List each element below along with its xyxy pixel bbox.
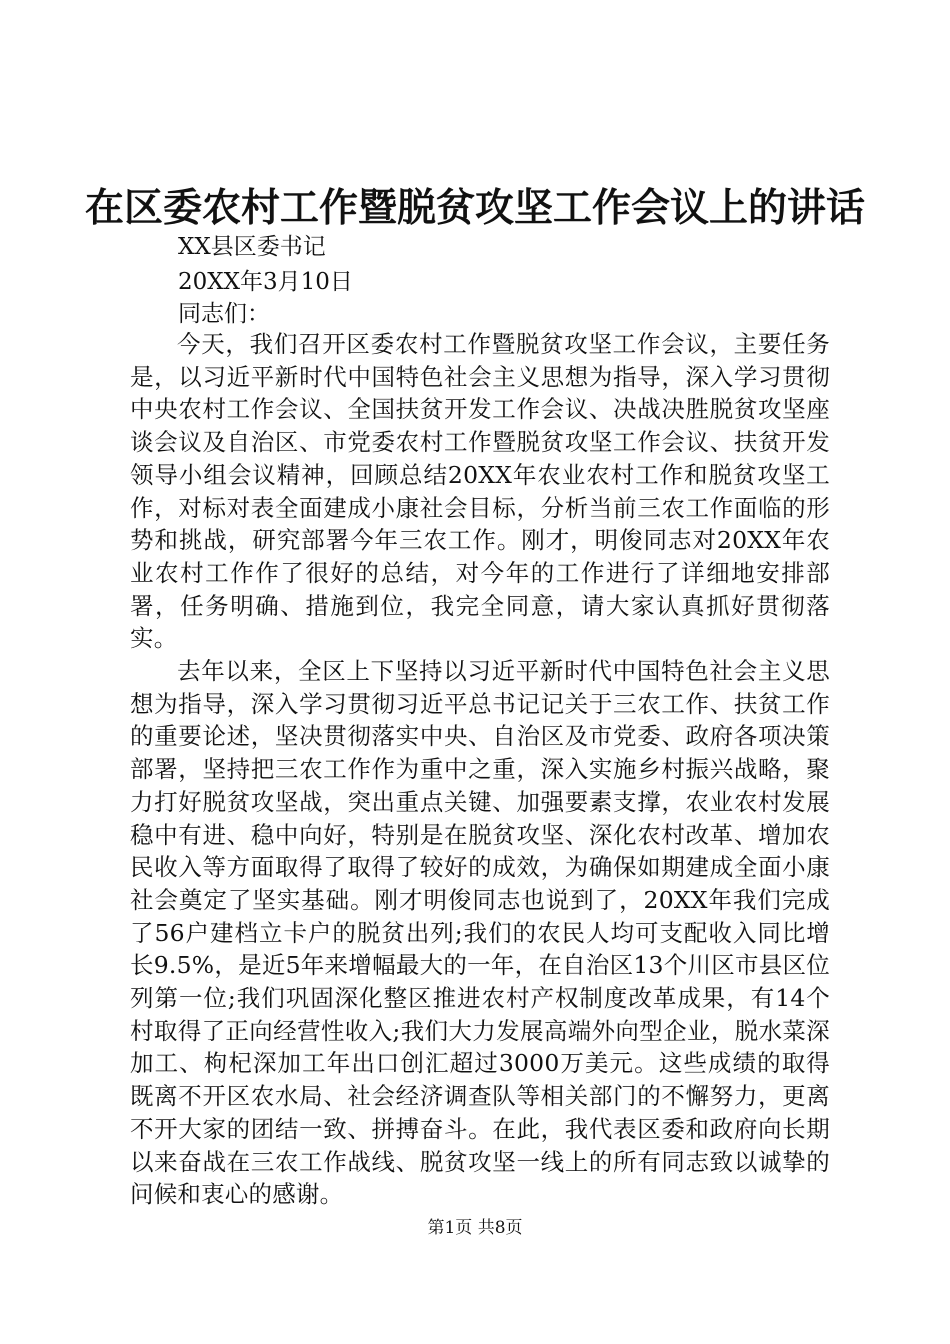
paragraph-2: 去年以来，全区上下坚持以习近平新时代中国特色社会主义思想为指导，深入学习贯彻习近平总书记记关于三农工作、扶贫工作的重要论述，坚决贯彻落实中央、自治区及市党委、政府各项决策部署，坚持把三农工作作为重中之重，深入实施乡村振兴战略，聚力打好脱贫攻坚战，突出重点关键、加强要素支撑，农业农村发展稳中有进、稳中向好，特别是在脱贫攻坚、深化农村改革、增加农民收入等方面取得了取得了较好的成效，为确保如期建成全面小康社会奠定了坚实基础。刚才明俊同志也说到了，20XX年我们完成了56户建档立卡户的脱贫出列;我们的农民人均可支配收入同比增长9.5%，是近5年来增幅最大的一年，在自治区13个川区市县区位列第一位;我们巩固深化整区推进农村产权制度改革成果，有14个村取得了正向经营性收入;我们大力发展高端外向型企业，脱水菜深加工、枸杞深加工年出口创汇超过3000万美元。这些成绩的取得既离不开区农水局、社会经济调查队等相关部门的不懈努力，更离不开大家的团结一致、拼搏奋斗。在此，我代表区委和政府向长期以来奋战在三农工作战线、脱贫攻坚一线上的所有同志致以诚挚的问候和衷心的感谢。 [130, 657, 830, 1209]
document-body [130, 328, 830, 1211]
page-footer: 第1页 共8页 [427, 1218, 523, 1238]
author-line: XX县区委书记 [178, 234, 326, 260]
salutation: 同志们： [178, 301, 270, 327]
document-title: 在区委农村工作暨脱贫攻坚工作会议上的讲话 [84, 185, 865, 231]
paragraph-1: 今天，我们召开区委农村工作暨脱贫攻坚工作会议，主要任务是，以习近平新时代中国特色社会主义思想为指导，深入学习贯彻中央农村工作会议、全国扶贫开发工作会议、决战决胜脱贫攻坚座谈会议及自治区、市党委农村工作暨脱贫攻坚工作会议、扶贫开发领导小组会议精神，回顾总结20XX年农业农村工作和脱贫攻坚工作，对标对表全面建成小康社会目标，分析当前三农工作面临的形势和挑战，研究部署今年三农工作。刚才，明俊同志对20XX年农业农村工作作了很好的总结，对今年的工作进行了详细地安排部署，任务明确、措施到位，我完全同意，请大家认真抓好贯彻落实。 [130, 330, 830, 653]
date-line: 20XX年3月10日 [178, 269, 353, 295]
